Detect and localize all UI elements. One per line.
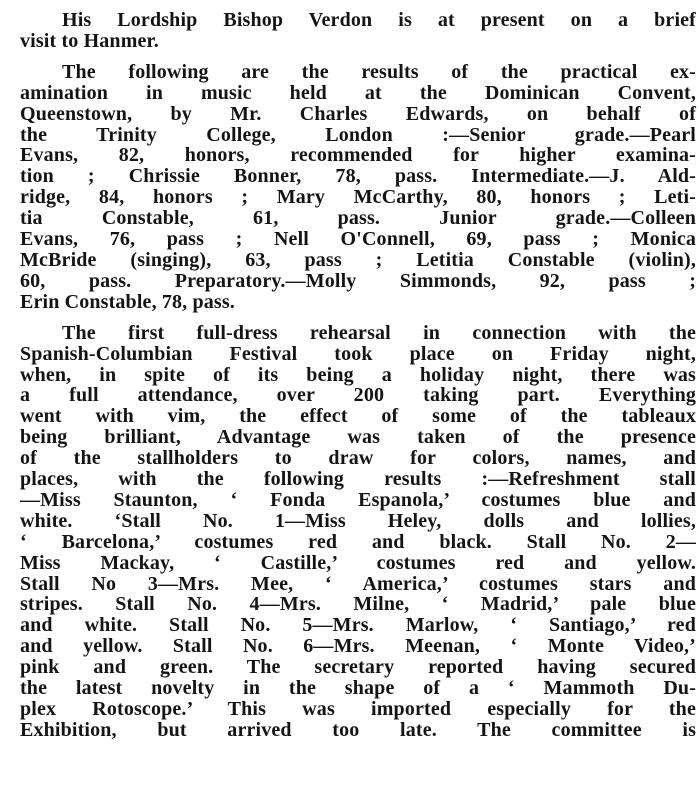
text-line: pink and green. The secretary reported having secured [20, 656, 696, 679]
text-line: Erin Constable, 78, pass. [20, 290, 235, 313]
text-line: Miss Mackay, ‘ Castille,’ costumes red and yellow. [20, 551, 696, 574]
text-line: Exhibition, but arrived too late. The committee is [20, 718, 696, 741]
text-line: ‘ Barcelona,’ costumes red and black. Stall No. 2— [20, 530, 696, 553]
text-line: amination in music held at the Dominican Convent, [20, 81, 696, 104]
text-line: tion ; Chrissie Bonner, 78, pass. Intermediate.—J. Ald- [20, 165, 696, 188]
text-line: of the stallholders to draw for colors, names, and [20, 447, 696, 470]
text-line: the Trinity College, London :—Senior grade.—Pearl [20, 123, 696, 146]
text-line: the latest novelty in the shape of a ‘ Mammoth Du- [20, 677, 696, 700]
text-line: stripes. Stall No. 4—Mrs. Milne, ‘ Madrid,’ pale blue [20, 593, 696, 616]
text-line: —Miss Staunton, ‘ Fonda Espanola,’ costumes blue and [20, 488, 696, 511]
paragraph-music-exam-results [20, 62, 696, 313]
text-line: when, in spite of its being a holiday night, there was [20, 363, 696, 386]
text-line: The following are the results of the practical ex- [62, 60, 696, 83]
paragraph-bishop-visit [20, 10, 696, 52]
text-line: Evans, 76, pass ; Nell O'Connell, 69, pass ; Monica [20, 228, 696, 251]
text-line: His Lordship Bishop Verdon is at present on a brief [62, 9, 696, 31]
text-line: white. ‘Stall No. 1—Miss Heley, dolls and lollies, [20, 509, 696, 532]
text-line: tia Constable, 61, pass. Junior grade.—Colleen [20, 207, 696, 230]
text-line: 60, pass. Preparatory.—Molly Simmonds, 92, pass ; [20, 269, 696, 292]
text-line: Stall No 3—Mrs. Mee, ‘ America,’ costumes stars and [20, 572, 696, 595]
text-line: McBride (singing), 63, pass ; Letitia Constable (violin), [20, 248, 696, 271]
newspaper-column [20, 10, 696, 751]
text-line: ridge, 84, honors ; Mary McCarthy, 80, honors ; Leti- [20, 186, 696, 209]
text-line: places, with the following results :—Refreshment stall [20, 468, 696, 491]
text-line: being brilliant, Advantage was taken of the presence [20, 426, 696, 449]
text-line: Spanish-Columbian Festival took place on Friday night, [20, 342, 696, 365]
text-line: Evans, 82, honors, recommended for higher examina- [20, 144, 696, 167]
paragraph-festival-rehearsal [20, 323, 696, 741]
text-line: visit to Hanmer. [20, 29, 159, 52]
text-line: and yellow. Stall No. 6—Mrs. Meenan, ‘ Monte Video,’ [20, 635, 696, 658]
text-line: Queenstown, by Mr. Charles Edwards, on behalf of [20, 102, 696, 125]
text-line: went with vim, the effect of some of the tableaux [20, 405, 696, 428]
text-line: and white. Stall No. 5—Mrs. Marlow, ‘ Santiago,’ red [20, 614, 696, 637]
text-line: plex Rotoscope.’ This was imported especially for the [20, 698, 696, 720]
text-line: The first full-dress rehearsal in connection with the [62, 321, 696, 344]
text-line: a full attendance, over 200 taking part. Everything [20, 384, 696, 407]
